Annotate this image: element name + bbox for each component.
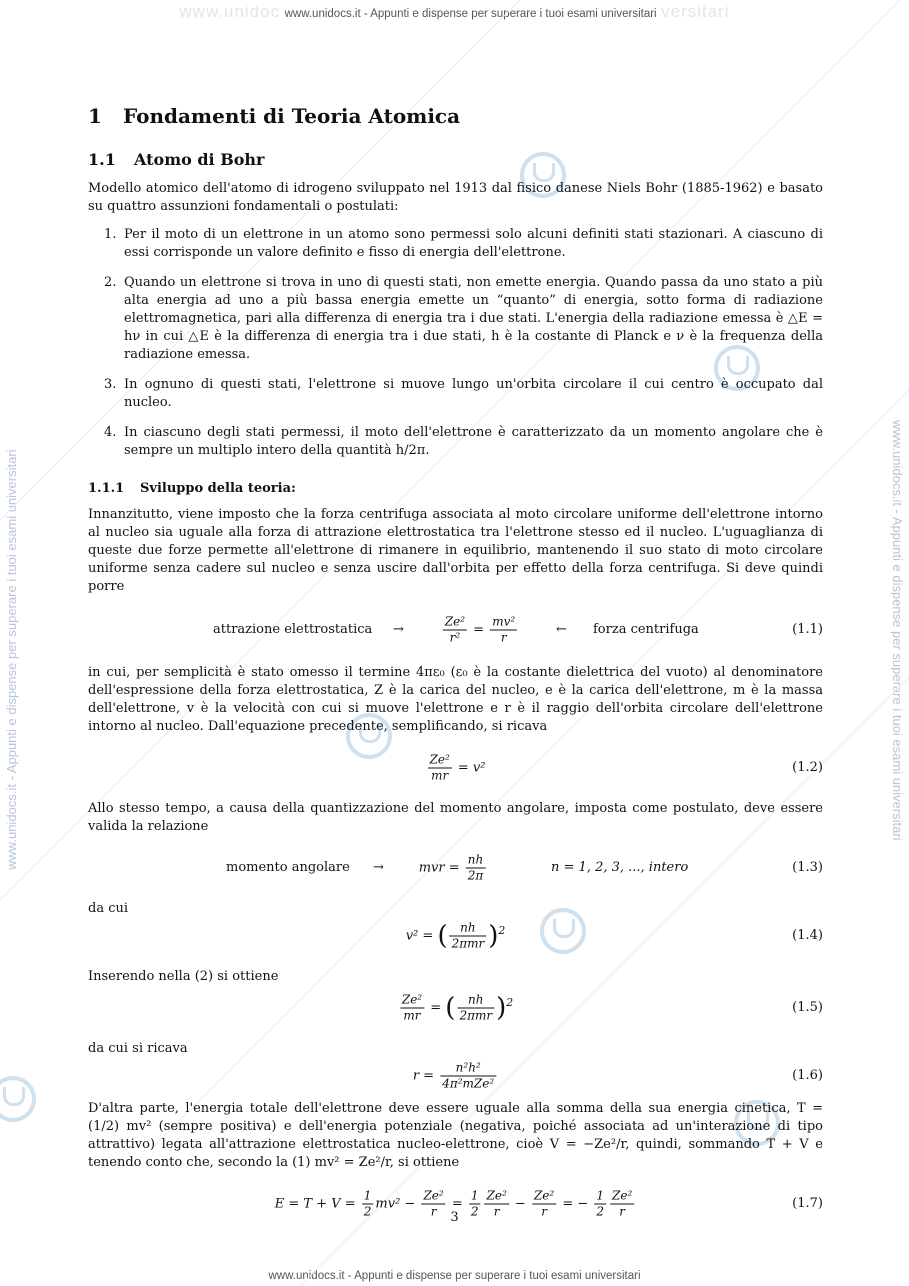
equation-1-1 xyxy=(88,610,823,650)
equation-1-3 xyxy=(88,850,823,886)
list-text: In ciascuno degli stati permessi, il moto dell'elettrone è caratterizzato da un momento angolare che è sempre un multiplo intero della quantità h/2π. xyxy=(124,425,823,458)
eq-denominator: 4π²mZe² xyxy=(442,1076,495,1091)
eq-label-left: momento angolare xyxy=(226,860,350,875)
eq-denominator: 2π xyxy=(467,868,484,883)
subsection-heading xyxy=(88,150,823,170)
section-heading xyxy=(88,104,823,128)
eq-rhs: = v² xyxy=(457,760,486,776)
subsubsection-number: 1.1.1 xyxy=(88,481,125,496)
watermark-ghost-left: www.unidoc xyxy=(179,2,281,21)
eq-numerator: Ze² xyxy=(429,752,450,767)
eq-lhs: E = T + V = xyxy=(274,1196,356,1212)
eq-lhs: v² = xyxy=(405,928,434,944)
right-side-watermark: www.unidocs.it - Appunti e dispense per superare i tuoi esami universitari xyxy=(890,420,905,841)
equation-1-2 xyxy=(88,750,823,786)
eq-denominator: 2πmr xyxy=(451,936,485,951)
eq-numerator: nh xyxy=(460,920,476,935)
equation-number: (1.5) xyxy=(792,1000,823,1015)
eq-lhs: r = xyxy=(412,1068,435,1084)
paragraph-definitions: in cui, per semplicità è stato omesso il termine 4πε₀ (ε₀ è la costante dielettrica del vuoto) al denominatore dell'espressione della forza elettrostatica, Z è la carica del nucleo, e è la carica dell'elettrone, m è la massa dell'elettrone, v è la velocità con cui si muove l'elettrone e r è il raggio dell'orbita circolare dell'elettrone intorno al nucleo. Dall'equazione precedente, semplificando, si ricava xyxy=(88,665,823,734)
eq-denominator: mr xyxy=(428,768,452,784)
equation-1-5 xyxy=(88,990,823,1026)
list-text: Per il moto di un elettrone in un atomo sono permessi solo alcuni definiti stati stazionari. A ciascuno di essi corrisponde un valore definito e fisso di energia dell'elettrone. xyxy=(124,227,823,260)
eq-expression: $\frac{\text{Ze²}}{\text{r²}}$ = $\frac{\text{mv²}}{r}$ xyxy=(444,614,516,645)
equation-number: (1.1) xyxy=(792,622,823,637)
equation-1-6 xyxy=(88,1058,823,1094)
list-text: In ognuno di questi stati, l'elettrone si muove lungo un'orbita circolare il cui centro è occupato dal nucleo. xyxy=(124,377,823,410)
top-watermark-text: www.unidocs.it - Appunti e dispense per superare i tuoi esami universitari xyxy=(284,8,657,20)
eq-denominator: 2πmr xyxy=(459,1008,493,1023)
equation-number: (1.2) xyxy=(792,760,823,775)
left-side-watermark: www.unidocs.it - Appunti e dispense per superare i tuoi esami universitari xyxy=(4,449,19,870)
list-number: 1. xyxy=(104,227,117,242)
eq-denominator: r² xyxy=(443,630,467,646)
section-title: Fondamenti di Teoria Atomica xyxy=(123,104,461,128)
list-number: 2. xyxy=(104,275,117,290)
eq-denominator: r xyxy=(490,630,517,646)
eq-expression: $\frac{\text{Ze²}}{mr}$ = ( $\frac{nh}{\text{2πmr}}$ )$^2$ xyxy=(401,992,514,1023)
eq-numerator: Ze² xyxy=(444,614,466,629)
page-number: 3 xyxy=(450,1210,459,1225)
eq-condition: n = 1, 2, 3, ..., intero xyxy=(551,860,689,875)
eq-expression xyxy=(426,753,486,784)
text-da-cui: da cui xyxy=(88,901,129,916)
eq-lhs: mvr = xyxy=(418,860,460,876)
section-number: 1 xyxy=(88,104,102,128)
paragraph-quantization: Allo stesso tempo, a causa della quantizzazione del momento angolare, imposta come postulato, deve essere valida la relazione xyxy=(88,801,823,834)
eq-numerator: Ze² xyxy=(401,992,423,1007)
list-item xyxy=(88,226,823,262)
subsubsection-heading xyxy=(88,480,823,498)
eq-expression xyxy=(413,1061,498,1092)
eq-denominator: mr xyxy=(400,1008,424,1024)
paragraph-forces: Innanzitutto, viene imposto che la forza centrifuga associata al moto circolare uniforme dell'elettrone intorno al nucleo sia uguale alla forza di attrazione elettrostatica tra l'elettrone stesso ed il nucleo. L'uguaglianza di queste due forze permette all'elettrone di rimanere in equilibrio, mantenendo il suo stato di moto circolare uniforme senza cadere sul nucleo e senza uscire dall'orbita per effetto della forza centrifuga. Si deve quindi porre xyxy=(88,507,823,594)
list-item xyxy=(88,376,823,412)
eq-arrow-right: → xyxy=(393,622,404,637)
equation-number: (1.4) xyxy=(792,928,823,943)
document-body xyxy=(88,104,823,1236)
list-number: 4. xyxy=(104,425,117,440)
postulates-list xyxy=(88,226,823,460)
eq-numerator: nh xyxy=(467,852,484,867)
eq-exponent: 2 xyxy=(498,924,506,938)
eq-numerator: n²h² xyxy=(455,1060,481,1075)
intro-paragraph: Modello atomico dell'atomo di idrogeno sviluppato nel 1913 dal fisico danese Niels Bohr (1885-1962) e basato su quattro assunzioni fondamentali o postulati: xyxy=(88,181,823,214)
equation-number: (1.7) xyxy=(792,1196,823,1211)
bottom-watermark-text: www.unidocs.it - Appunti e dispense per superare i tuoi esami universitari xyxy=(268,1270,641,1282)
eq-label-left: attrazione elettrostatica xyxy=(213,622,373,637)
watermark-ghost-right: versitari xyxy=(661,2,730,21)
paragraph-energy: D'altra parte, l'energia totale dell'elettrone deve essere uguale alla somma della sua energia cinetica, T = (1/2) mv² (sempre positiva) e dell'energia potenziale (negativa, poiché associata ad un'interazione di tipo attrattivo) legata all'attrazione elettrostatica nucleo-elettrone, cioè V = −Ze²/r, quindi, sommando T + V e tenendo conto che, secondo la (1) mv² = Ze²/r, si ottiene xyxy=(88,1101,823,1170)
list-item xyxy=(88,424,823,460)
eq-exponent: 2 xyxy=(506,996,514,1010)
equation-1-4 xyxy=(88,918,823,954)
text-da-cui-si-ricava: da cui si ricava xyxy=(88,1041,188,1056)
eq-expression xyxy=(419,853,488,884)
eq-label-right: forza centrifuga xyxy=(593,622,699,637)
list-text: Quando un elettrone si trova in uno di questi stati, non emette energia. Quando passa da uno stato a più alta energia ad uno a più bassa energia emette un “quanto” di energia, sotto forma di radiazione elettromagnetica, pari alla differenza di energia tra i due stati. L'energia della radiazione emessa è △E = hν in cui △E è la differenza di energia tra i due stati, h è la costante di Planck e ν è la frequenza della radiazione emessa. xyxy=(124,275,823,362)
text-inserendo: Inserendo nella (2) si ottiene xyxy=(88,969,279,984)
equation-number: (1.3) xyxy=(792,860,823,875)
equation-number: (1.6) xyxy=(792,1068,823,1083)
subsection-title: Atomo di Bohr xyxy=(134,150,265,169)
list-item xyxy=(88,274,823,364)
eq-expression: E = T + V = $\frac{1}{2}$ mv² − $\frac{\text{Ze²}}{r}$ = $\frac{1}{2}$ $\frac{\text{Ze²}}{r}$ − $\frac{\text{Ze²}}{r}$ = − $\frac{1}{2}$ $\frac{\text{Ze²}}{r}$ xyxy=(274,1188,633,1219)
eq-arrow-left: ← xyxy=(556,622,567,637)
subsection-number: 1.1 xyxy=(88,150,116,169)
subsubsection-title: Sviluppo della teoria: xyxy=(140,481,296,496)
eq-expression: v² = ( $\frac{nh}{\text{2πmr}}$ )$^2$ xyxy=(405,920,506,951)
eq-arrow-right: → xyxy=(373,860,384,875)
eq-numerator: nh xyxy=(468,992,484,1007)
list-number: 3. xyxy=(104,377,117,392)
eq-numerator: mv² xyxy=(492,614,516,629)
